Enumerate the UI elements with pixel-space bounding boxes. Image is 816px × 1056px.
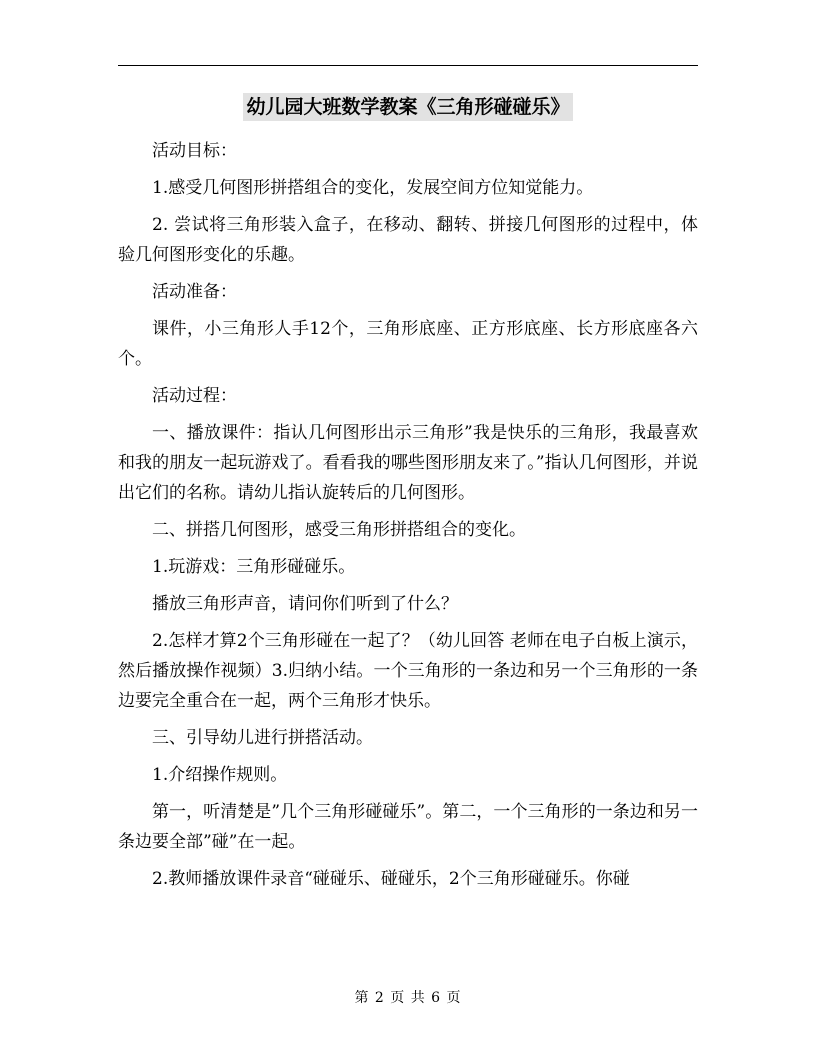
- paragraph: 1.介绍操作规则。: [152, 765, 288, 785]
- paragraph: 1.感受几何图形拼搭组合的变化，发展空间方位知觉能力。: [152, 178, 594, 198]
- paragraph: 活动目标：: [152, 141, 237, 161]
- paragraph: 一、播放课件：指认几何图形出示三角形”我是快乐的三角形，我最喜欢和我的朋友一起玩游戏了。看看我的哪些图形朋友来了。”指认几何图形，并说出它们的名称。请幼儿指认旋转后的几何图形。: [118, 423, 698, 503]
- paragraph: 播放三角形声音，请问你们听到了什么？: [152, 594, 458, 614]
- paragraph: 活动准备：: [152, 282, 237, 302]
- paragraph: 1.玩游戏：三角形碰碰乐。: [152, 557, 356, 577]
- header-rule: [118, 65, 698, 66]
- paragraph: 课件，小三角形人手12个，三角形底座、正方形底座、长方形底座各六个。: [118, 319, 698, 369]
- paragraph: 活动过程：: [152, 386, 237, 406]
- paragraph: 2.怎样才算2个三角形碰在一起了？（幼儿回答 老师在电子白板上演示，然后播放操作视频）3.归纳小结。一个三角形的一条边和另一个三角形的一条边要完全重合在一起，两个三角形才快乐。: [118, 631, 698, 711]
- paragraph: 第一，听清楚是”几个三角形碰碰乐”。第二，一个三角形的一条边和另一条边要全部”碰”在一起。: [118, 802, 698, 852]
- document-title: 幼儿园大班数学教案《三角形碰碰乐》: [243, 93, 572, 121]
- paragraph: 2.教师播放课件录音“碰碰乐、碰碰乐，2个三角形碰碰乐。你碰: [152, 869, 630, 889]
- page-footer: 第 2 页 共 6 页: [354, 990, 462, 1006]
- document-body: [118, 136, 698, 901]
- document-title-wrap: [0, 93, 816, 121]
- paragraph: 二、拼搭几何图形，感受三角形拼搭组合的变化。: [152, 520, 526, 540]
- paragraph: 2. 尝试将三角形装入盒子，在移动、翻转、拼接几何图形的过程中，体验几何图形变化的乐趣。: [118, 215, 698, 265]
- paragraph: 三、引导幼儿进行拼搭活动。: [152, 728, 373, 748]
